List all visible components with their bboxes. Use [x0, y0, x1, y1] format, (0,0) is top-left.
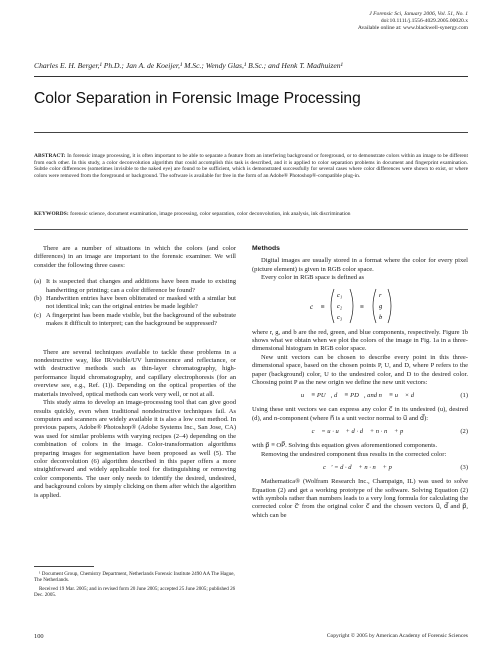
footnote-affiliation: ¹ Document Group, Chemistry Department, Netherlands Forensic Institute 2490 AA The Hague, The Netherlands. [34, 571, 235, 584]
vector-matrix [272, 285, 442, 327]
matrix-c1: c₁ [337, 291, 343, 299]
matrix-g: g [379, 302, 383, 310]
equation-3-number: (3) [460, 464, 468, 472]
matrix-c3: c₃ [337, 313, 343, 321]
keywords-label: KEYWORDS: [34, 211, 69, 217]
matrix-c2: c₂ [337, 302, 343, 310]
equation-3-math: c⃗′ = d · d⃗ + n · n⃗ + p⃗ [323, 464, 397, 472]
matrix-b: b [379, 313, 383, 321]
copyright-notice: Copyright © 2005 by American Academy of Forensic Sciences [326, 633, 468, 639]
case-list [34, 278, 236, 328]
body-paragraph: where r, g, and b are the red, green, and blue components, respectively. Figure 1b shows what we obtain when we plot the colors of the image in Fig. 1a in a three-dimensional histogram in RGB color space. [252, 328, 468, 353]
equation-1 [252, 392, 468, 406]
list-item: (b) Handwritten entries have been obliterated or masked with a similar but not identical ink; can the original entries be made legible? [34, 295, 236, 311]
abstract-divider [34, 229, 468, 230]
journal-header [358, 11, 468, 32]
journal-availability: Available online at: www.blackwell-synergy.com [357, 25, 468, 31]
body-paragraph: with p⃗ ≡ OP⃗. Solving this equation gives aforementioned components. [252, 442, 438, 450]
matrix-lhs: c⃗ ≡ [310, 302, 326, 311]
journal-citation: J Forensic Sci, January 2006, Vol. 51, No. 1 [369, 11, 468, 17]
keywords [34, 211, 468, 218]
body-paragraph: New unit vectors can be chosen to describe every point in this three-dimensional space, based on the chosen points P, U, and D, where P refers to the paper (background) color, U to the undesired color, and D to the desired color. Choosing point P as the new origin we define the new unit vectors: [252, 353, 468, 387]
matrix-equiv: ≡ [360, 302, 364, 311]
equation-1-number: (1) [460, 392, 468, 400]
body-paragraph: Every color in RGB space is defined as [261, 274, 365, 282]
article-title: Color Separation in Forensic Image Processing [34, 90, 361, 107]
section-heading-methods: Methods [252, 245, 280, 252]
equation-2-number: (2) [460, 428, 468, 436]
equation-1-math: u⃗ ≡ PU⃗, d⃗ ≡ PD⃗, and n⃗ ≡ u⃗ × d⃗ [300, 392, 420, 400]
title-divider [34, 132, 468, 133]
body-paragraph: This study aims to develop an image-processing tool that can give good results quickly, even when traditional nondestructive techniques fail. As computers and scanners are widely available it is also a low cost method. In previous papers, Adobe® Photoshop® (Adobe Systems Inc., San Jose, CA) was used for similar problems with varying recipes (2–4) depending on the combination of colors in the image. Color-transformation algorithms preparing images for segmentation have been proposed as well (5). The color deconvolution (6) algorithm described in this paper offers a more straightforward and widely applicable tool for distinguishing or removing color components. The user only needs to identify the desired, undesired, and background colors by simply clicking on them after which the algorithm is applied. [34, 399, 236, 499]
equation-2 [252, 428, 468, 442]
body-paragraph: Mathematica® (Wolfram Research Inc., Champaign, IL) was used to solve Equation (2) and get a working prototype of the software. Solving Equation (2) with symbols rather than numbers leads to a very long formula for calculating the corrected color c⃗′ from the original color c⃗ and the chosen vectors u⃗, d⃗ and p⃗, which can be [252, 478, 468, 519]
abstract [34, 153, 468, 180]
body-paragraph: Using these unit vectors we can express any color c⃗ in its undesired (u), desired (d), and n-component (where n⃗ is a unit vector normal to u⃗ and d⃗): [252, 406, 468, 422]
footnote-received: Received 19 Mar. 2005; and in revised form 20 June 2005; accepted 25 June 2005; published 26 Dec. 2005. [34, 585, 236, 599]
equation-3 [252, 464, 468, 478]
equation-2-math: c⃗ = u · u⃗ + d · d⃗ + n · n⃗ + p⃗ [311, 428, 409, 436]
right-column [252, 245, 468, 520]
abstract-text: In forensic image processing, it is often important to be able to separate a feature from an interfering background or foreground, or to demonstrate colors within an image to be different from each other. In this study, a color deconvolution algorithm that could accomplish this task is described, and it is applied to color separation problems in document and fingerprint examination. Subtle color differences (sometimes invisible to the naked eye) are found to be sufficient, which is demonstrated successfully for several cases where color differences were shown to exist, or where colors were removed from the foreground or background. The software is available for free in the form of an Adobe® Photoshop®-compatible plug-in. [34, 153, 468, 180]
body-paragraph: Digital images are usually stored in a format where the color for every pixel (picture element) is given in RGB color space. [252, 257, 468, 273]
header-divider [34, 76, 468, 77]
footnote-divider [34, 566, 94, 567]
list-item: (a) It is suspected that changes and additions have been made to existing handwriting or printing; can a color difference be found? [34, 278, 236, 294]
author-list: Charles E. H. Berger,¹ Ph.D.; Jan A. de Koeijer,¹ M.Sc.; Wendy Glas,¹ B.Sc.; and Henk T. Madhuizen¹ [34, 61, 343, 70]
intro-paragraph: There are a number of situations in which the colors (and color differences) in an image are important to the forensic examiner. We will consider the following three cases: [34, 245, 236, 269]
footnote [34, 571, 236, 601]
color-vector-equation [252, 285, 468, 327]
keywords-text: forensic science, document examination, image processing, color separation, color deconvolution, ink analysis, ink discrimination [68, 211, 351, 217]
matrix-r: r [379, 291, 382, 299]
page-number: 100 [34, 633, 44, 640]
list-item: (c) A fingerprint has been made visible, but the background of the substrate makes it difficult to interpret; can the background be suppressed? [34, 311, 236, 328]
body-paragraph: There are several techniques available to tackle these problems in a nondestructive way, like IR/visible/UV luminescence and reflectance, or with destructive methods such as thin-layer chromatography, high-performance liquid chromatography, and capillary electrophoresis (for an overview see, e.g., Ref. (1)). Depending on the optical properties of the materials involved, optical methods can work very well, or not at all. [34, 348, 236, 398]
abstract-label: ABSTRACT: [34, 153, 66, 159]
journal-doi: doi:10.1111/j.1556-4029.2005.00020.x [380, 18, 468, 24]
left-column [34, 245, 236, 500]
body-paragraph: Removing the undesired component thus results in the corrected color: [261, 450, 447, 458]
